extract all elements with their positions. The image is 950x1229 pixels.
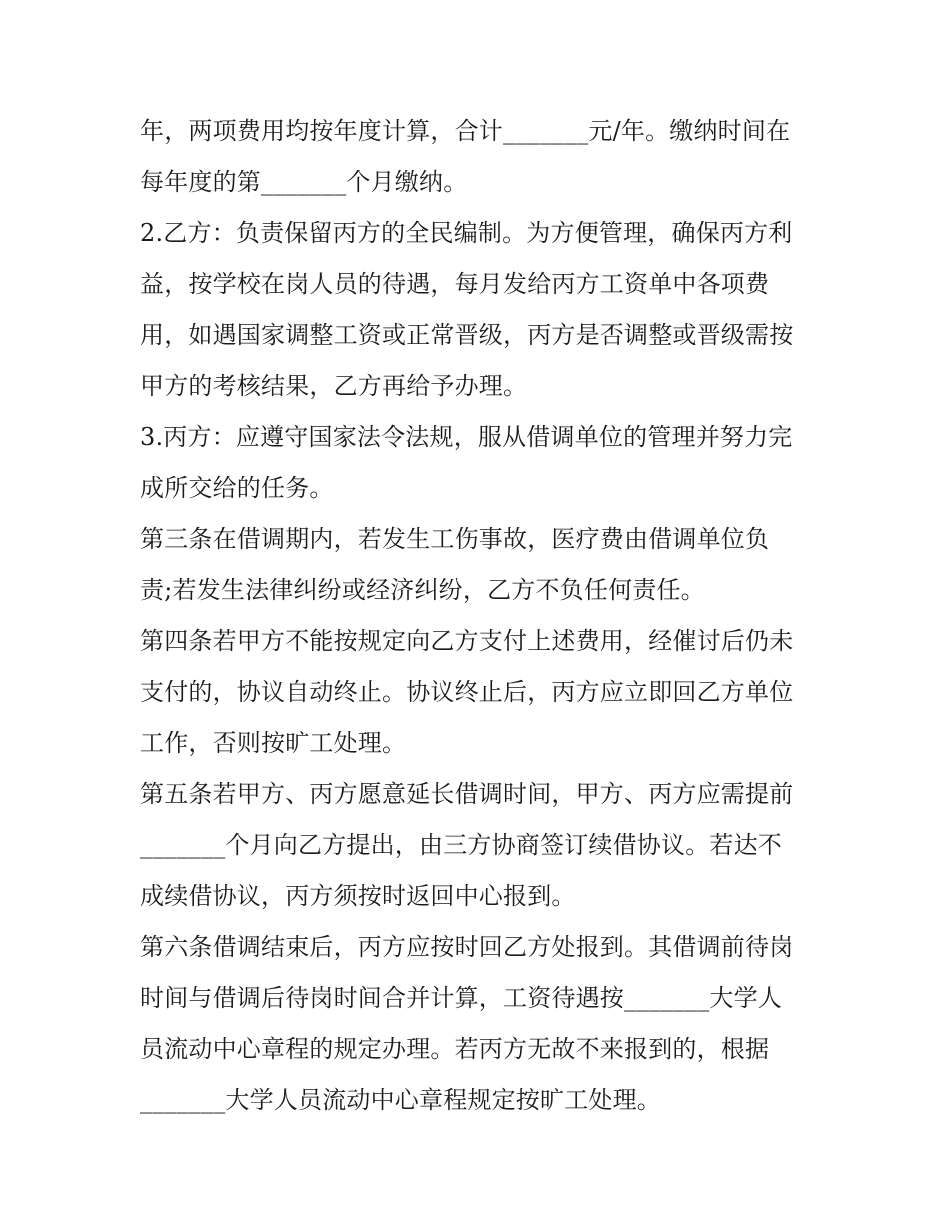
text-line: 益，按学校在岗人员的待遇，每月发给丙方工资单中各项费 [140, 270, 770, 298]
text-line: 员流动中心章程的规定办理。若丙方无故不来报到的，根据 [140, 1035, 770, 1063]
text-line: 2.乙方：负责保留丙方的全民编制。为方便管理，确保丙方利 [140, 219, 793, 247]
text-line: 3.丙方：应遵守国家法令法规，服从借调单位的管理并努力完 [140, 423, 793, 451]
document-body [140, 106, 820, 1126]
text-line: 责;若发生法律纠纷或经济纠纷，乙方不负任何责任。 [140, 576, 705, 604]
text-line: 第五条若甲方、丙方愿意延长借调时间，甲方、丙方应需提前 [140, 780, 794, 808]
text-line: 年，两项费用均按年度计算，合计_______元/年。缴纳时间在 [140, 117, 791, 145]
text-line: 第三条在借调期内，若发生工伤事故，医疗费由借调单位负 [140, 525, 770, 553]
text-line: 每年度的第_______个月缴纳。 [140, 168, 468, 196]
text-line: 用，如遇国家调整工资或正常晋级，丙方是否调整或晋级需按 [140, 321, 794, 349]
text-line: 甲方的考核结果，乙方再给予办理。 [140, 372, 528, 400]
text-line: _______个月向乙方提出，由三方协商签订续借协议。若达不 [140, 831, 782, 859]
text-line: _______大学人员流动中心章程规定按旷工处理。 [140, 1086, 661, 1114]
text-line: 支付的，协议自动终止。协议终止后，丙方应立即回乙方单位 [140, 678, 794, 706]
text-line: 第六条借调结束后，丙方应按时回乙方处报到。其借调前待岗 [140, 933, 794, 961]
text-line: 第四条若甲方不能按规定向乙方支付上述费用，经催讨后仍未 [140, 627, 794, 655]
text-line: 工作，否则按旷工处理。 [140, 729, 407, 757]
text-line: 时间与借调后待岗时间合并计算，工资待遇按_______大学人 [140, 984, 782, 1012]
text-line: 成所交给的任务。 [140, 474, 334, 502]
text-line: 成续借协议，丙方须按时返回中心报到。 [140, 882, 576, 910]
